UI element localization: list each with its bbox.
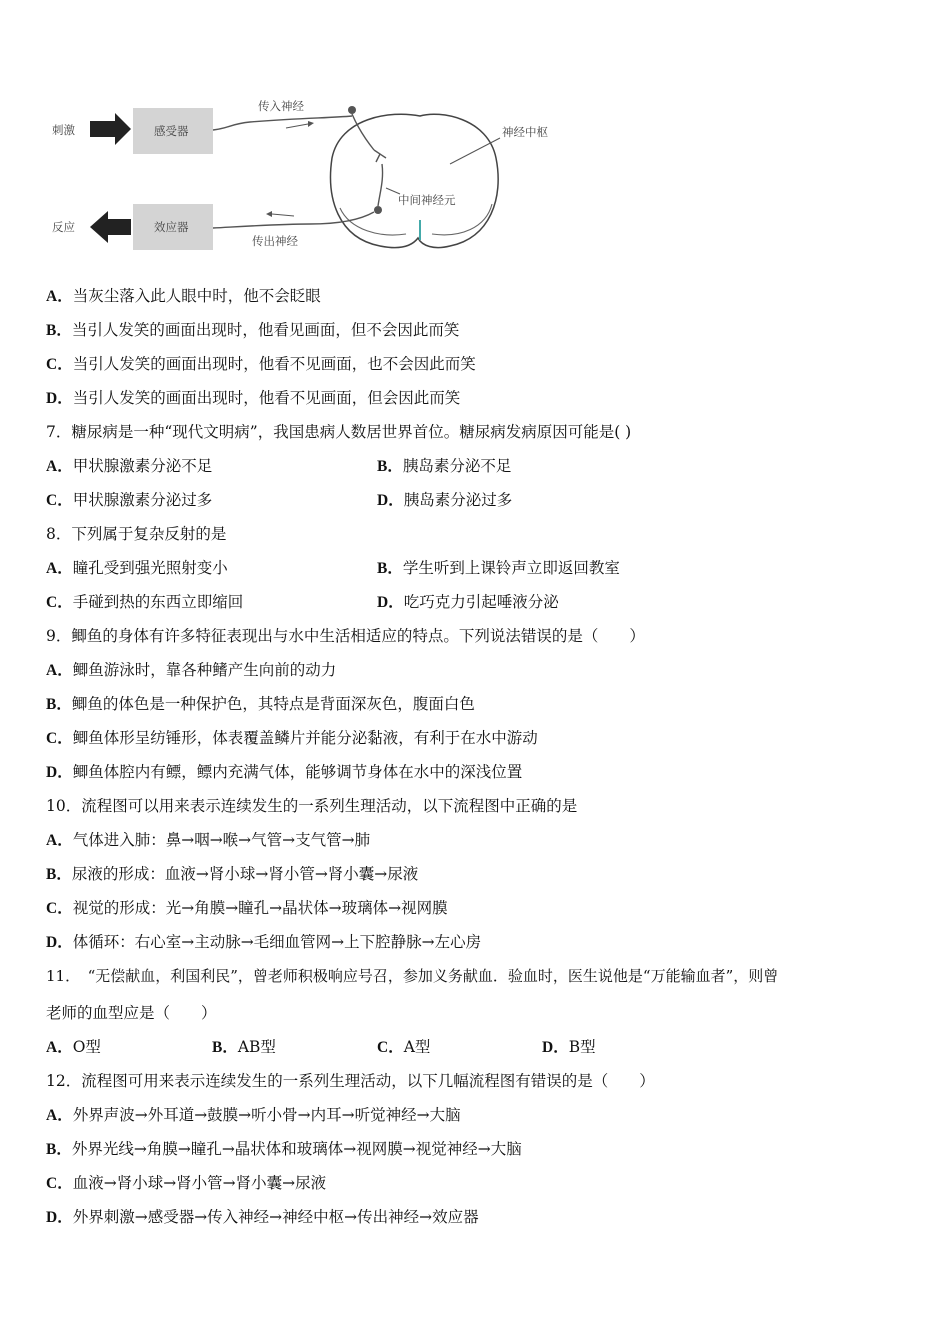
q6-option-c <box>46 354 476 375</box>
option-letter: C． <box>46 492 73 509</box>
reflex-arc-diagram <box>40 88 580 274</box>
interneuron-fiber <box>378 164 383 206</box>
option-letter: C． <box>46 594 73 611</box>
q8-stem: 8．下列属于复杂反射的是 <box>46 525 227 543</box>
q12-option-b <box>46 1139 522 1160</box>
q12-option-c <box>46 1173 326 1194</box>
q8-option-b <box>377 558 620 579</box>
option-text: O型 <box>72 1038 101 1056</box>
efferent-arrowhead <box>266 211 272 217</box>
option-letter: A． <box>46 560 73 577</box>
efferent-direction-arrow <box>272 214 294 216</box>
q6-option-a <box>46 286 321 307</box>
reflex-arc-svg <box>40 88 580 274</box>
q10-stem: 10．流程图可以用来表示连续发生的一系列生理活动，以下流程图中正确的是 <box>46 797 578 815</box>
q7-stem: 7．糖尿病是一种“现代文明病”，我国患病人数居世界首位。糖尿病发病原因可能是( ) <box>46 423 632 441</box>
receptor-label: 感受器 <box>154 124 189 138</box>
option-text: 视觉的形成：光→角膜→瞳孔→晶状体→玻璃体→视网膜 <box>72 899 448 917</box>
option-text: 尿液的形成：血液→肾小球→肾小管→肾小囊→尿液 <box>71 865 419 883</box>
spinal-cord-inner <box>340 204 492 235</box>
option-letter: B． <box>46 1141 72 1158</box>
option-text: 体循环：右心室→主动脉→毛细血管网→上下腔静脉→左心房 <box>72 933 482 951</box>
q12-stem: 12．流程图可用来表示连续发生的一系列生理活动，以下几幅流程图有错误的是（ ） <box>46 1072 655 1090</box>
option-letter: B． <box>377 458 403 475</box>
q11-option-a <box>46 1037 101 1058</box>
option-text: 外界声波→外耳道→鼓膜→听小骨→内耳→听觉神经→大脑 <box>72 1106 461 1124</box>
option-letter: C． <box>46 356 73 373</box>
option-text: B型 <box>568 1038 596 1056</box>
q8-option-d <box>377 592 559 613</box>
option-text: 瞳孔受到强光照射变小 <box>72 559 228 577</box>
effector-label: 效应器 <box>154 220 189 234</box>
q11-option-c <box>377 1037 430 1058</box>
option-text: 外界刺激→感受器→传入神经→神经中枢→传出神经→效应器 <box>72 1208 479 1226</box>
option-letter: B． <box>377 560 403 577</box>
option-text: 胰岛素分泌过多 <box>403 491 513 509</box>
option-letter: A． <box>46 1107 73 1124</box>
option-text: 当引人发笑的画面出现时，他看不见画面，但会因此而笑 <box>72 389 461 407</box>
center-pointer <box>450 138 500 164</box>
q9-stem: 9．鲫鱼的身体有许多特征表现出与水中生活相适应的特点。下列说法错误的是（ ） <box>46 627 645 645</box>
option-letter: B． <box>212 1039 238 1056</box>
option-text: 吃巧克力引起唾液分泌 <box>403 593 559 611</box>
option-text: 鲫鱼的体色是一种保护色，其特点是背面深灰色，腹面白色 <box>71 695 475 713</box>
q10-option-b <box>46 864 418 885</box>
option-text: 甲状腺激素分泌不足 <box>72 457 213 475</box>
q7-option-c <box>46 490 212 511</box>
q9-option-a <box>46 660 336 681</box>
q6-option-d <box>46 388 460 409</box>
option-text: 当引人发笑的画面出现时，他看不见画面，也不会因此而笑 <box>72 355 476 373</box>
q11-option-d <box>542 1037 596 1058</box>
synapse-upper <box>374 150 386 162</box>
stimulus-label: 刺激 <box>52 123 75 137</box>
afferent-arrowhead <box>308 121 314 127</box>
stimulus-arrow <box>90 113 131 145</box>
option-text: A型 <box>403 1038 431 1056</box>
afferent-direction-arrow <box>286 124 308 128</box>
q11-stem-line2: 老师的血型应是（ ） <box>46 1004 217 1022</box>
option-text: 气体进入肺：鼻→咽→喉→气管→支气管→肺 <box>72 831 371 849</box>
option-letter: B． <box>46 696 72 713</box>
option-letter: B． <box>46 866 72 883</box>
option-letter: D． <box>46 390 73 407</box>
q9-option-b <box>46 694 475 715</box>
q10-option-a <box>46 830 370 851</box>
option-letter: D． <box>377 594 404 611</box>
option-text: 鲫鱼游泳时，靠各种鳍产生向前的动力 <box>72 661 337 679</box>
option-letter: A． <box>46 288 73 305</box>
option-text: 学生听到上课铃声立即返回教室 <box>402 559 620 577</box>
afferent-nerve <box>213 116 352 130</box>
q11-option-b <box>212 1037 276 1058</box>
q7-option-d <box>377 490 512 511</box>
efferent-label: 传出神经 <box>252 234 298 248</box>
interneuron-label: 中间神经元 <box>398 193 456 207</box>
option-letter: A． <box>46 458 73 475</box>
option-letter: D． <box>377 492 404 509</box>
option-letter: D． <box>46 934 73 951</box>
option-letter: C． <box>46 900 73 917</box>
option-text: 胰岛素分泌不足 <box>402 457 512 475</box>
option-text: 手碰到热的东西立即缩回 <box>72 593 244 611</box>
option-letter: D． <box>46 764 73 781</box>
option-text: 外界光线→角膜→瞳孔→晶状体和玻璃体→视网膜→视觉神经→大脑 <box>71 1140 522 1158</box>
option-text: 当引人发笑的画面出现时，他看见画面，但不会因此而笑 <box>71 321 460 339</box>
q8-option-a <box>46 558 228 579</box>
q7-option-a <box>46 456 212 477</box>
option-text: 鲫鱼体形呈纺锤形，体表覆盖鳞片并能分泌黏液，有利于在水中游动 <box>72 729 538 747</box>
option-text: 血液→肾小球→肾小管→肾小囊→尿液 <box>72 1174 327 1192</box>
q9-option-d <box>46 762 522 783</box>
response-arrow <box>90 211 131 243</box>
q11-stem-line1: 11． “无偿献血，利国利民”，曾老师积极响应号召，参加义务献血．验血时，医生说他是“万能输血者”，则曾 <box>46 967 779 985</box>
q10-option-d <box>46 932 481 953</box>
option-text: 甲状腺激素分泌过多 <box>72 491 213 509</box>
q12-option-a <box>46 1105 461 1126</box>
option-letter: C． <box>377 1039 404 1056</box>
option-letter: A． <box>46 1039 73 1056</box>
response-label: 反应 <box>52 220 75 234</box>
option-text: AB型 <box>237 1038 276 1056</box>
q10-option-c <box>46 898 448 919</box>
option-letter: C． <box>46 1175 73 1192</box>
option-letter: A． <box>46 832 73 849</box>
option-letter: B． <box>46 322 72 339</box>
q8-option-c <box>46 592 243 613</box>
efferent-nerve <box>213 212 374 228</box>
option-text: 鲫鱼体腔内有鳔，鳔内充满气体，能够调节身体在水中的深浅位置 <box>72 763 523 781</box>
afferent-neuron-body <box>348 106 356 114</box>
interneuron-body <box>374 206 382 214</box>
option-letter: D． <box>46 1209 73 1226</box>
option-letter: D． <box>542 1039 569 1056</box>
option-letter: A． <box>46 662 73 679</box>
q9-option-c <box>46 728 538 749</box>
q6-option-b <box>46 320 459 341</box>
option-letter: C． <box>46 730 73 747</box>
option-text: 当灰尘落入此人眼中时，他不会眨眼 <box>72 287 321 305</box>
center-label: 神经中枢 <box>502 125 548 139</box>
q12-option-d <box>46 1207 479 1228</box>
afferent-label: 传入神经 <box>258 99 304 113</box>
q7-option-b <box>377 456 511 477</box>
